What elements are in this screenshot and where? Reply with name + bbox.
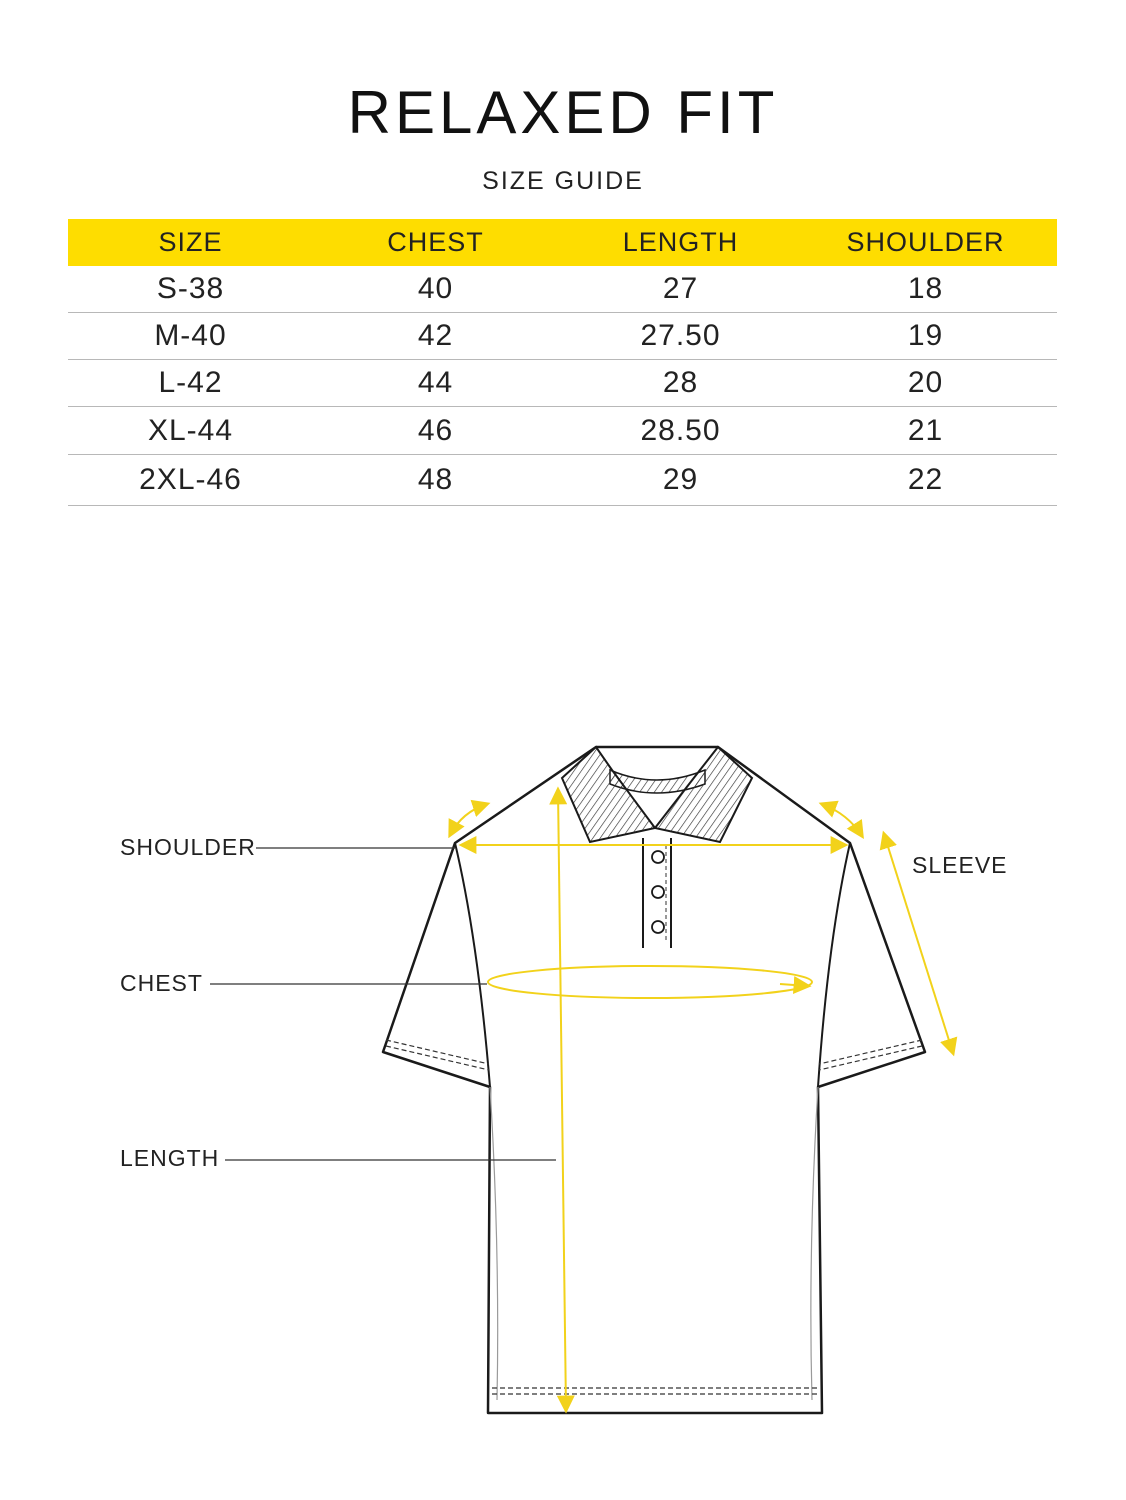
column-header-shoulder: SHOULDER xyxy=(846,227,1005,257)
cell-size: M-40 xyxy=(154,319,227,352)
column-header-size: SIZE xyxy=(158,227,223,257)
cell-chest: 44 xyxy=(417,366,454,399)
button-icon xyxy=(652,851,664,863)
cell-size: XL-44 xyxy=(147,413,234,447)
cell-shoulder: 20 xyxy=(907,366,944,399)
cell-shoulder: 18 xyxy=(907,272,944,305)
shoulder-label: SHOULDER xyxy=(120,834,256,860)
cell-length: 29 xyxy=(662,463,699,496)
cell-chest: 46 xyxy=(417,413,454,447)
cell-length: 28.50 xyxy=(640,413,721,447)
button-icon xyxy=(652,886,664,898)
button-icon xyxy=(652,921,664,933)
cell-length: 28 xyxy=(662,366,699,399)
page-title: RELAXED FIT xyxy=(347,79,779,146)
cell-length: 27.50 xyxy=(640,319,721,352)
length-label: LENGTH xyxy=(120,1145,220,1171)
chest-label: CHEST xyxy=(120,970,203,996)
cell-chest: 40 xyxy=(417,272,454,305)
cell-chest: 42 xyxy=(417,319,454,352)
sleeve-label: SLEEVE xyxy=(912,852,1008,878)
cell-shoulder: 21 xyxy=(907,413,944,447)
cell-shoulder: 19 xyxy=(907,319,944,352)
cell-chest: 48 xyxy=(417,463,454,496)
cell-length: 27 xyxy=(662,272,699,305)
cell-size: S-38 xyxy=(156,272,225,305)
column-header-length: LENGTH xyxy=(622,227,739,257)
page-subtitle: SIZE GUIDE xyxy=(482,167,644,195)
shirt-outline xyxy=(383,747,925,1413)
cell-shoulder: 22 xyxy=(907,463,944,496)
cell-size: L-42 xyxy=(158,366,223,399)
cell-size: 2XL-46 xyxy=(139,463,242,496)
column-header-chest: CHEST xyxy=(387,227,484,257)
